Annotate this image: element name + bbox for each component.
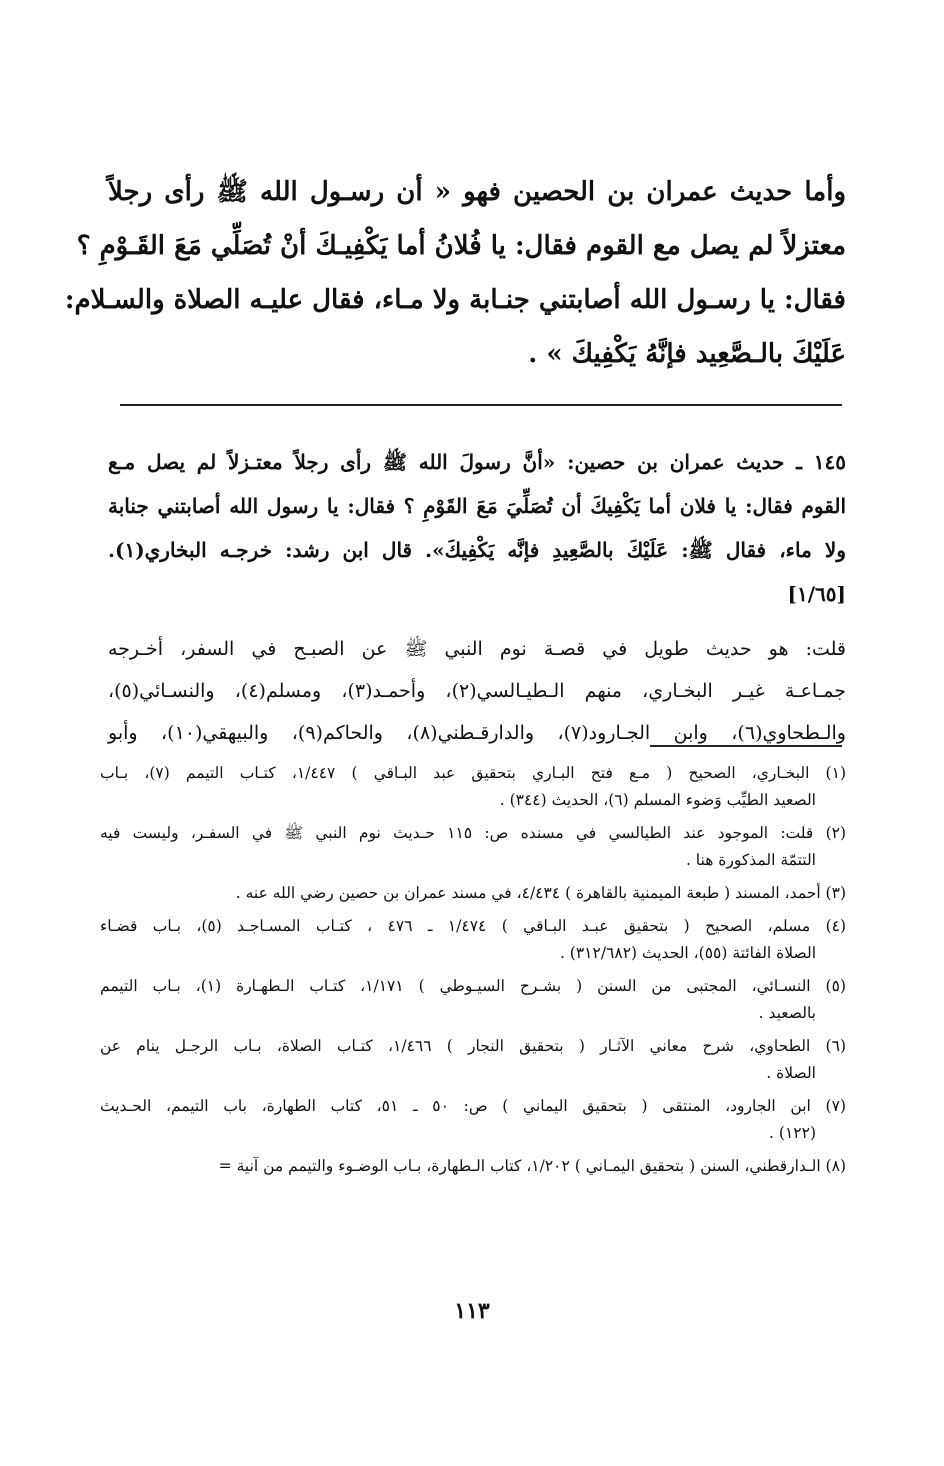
main-text-line: وأما حديث عمران بن الحصين فهو « أن رسـول الله ﷺ رأى رجلاً <box>108 177 846 207</box>
footnote-6 <box>100 1033 846 1087</box>
volume-page-reference: [١/٦٥] <box>787 582 846 606</box>
main-text-line: معتزلاً لم يصل مع القوم فقال: يا فُلانُ أما يَكْفِيـكَ أنْ تُصَلِّي مَعَ القَـوْمِ ؟ <box>76 231 846 261</box>
footnote-2 <box>100 820 846 874</box>
footnote-line: الصلاة الفائتة (٥٥)، الحديث (٣١٢/٦٨٢) . <box>559 944 816 962</box>
footnote-3 <box>100 880 846 907</box>
footnote-4 <box>100 913 846 967</box>
main-text-line: عَلَيْكَ بالـصَّعِيد فإنَّهُ يَكْفِيكَ » . <box>528 339 846 369</box>
main-text-line: فقال: يا رسـول الله أصابتني جنـابة ولا مـاء، فقال عليـه الصلاة والسـلام: <box>64 285 846 315</box>
note-line: قلت: هو حديث طويل في قصـة نوم النبي ﷺ عن الصبـح في السفر، أخـرجه <box>108 638 846 660</box>
footnote-line: (٢) قلت: الموجود عند الطيالسي في مسنده ص: ١١٥ حـديث نوم النبي ﷺ في السفـر، وليست فيه <box>100 824 847 842</box>
note-line: جمـاعـة غيـر البخـاري، منهم الـطيـالسي(٢)، وأحمـد(٣)، ومسلم(٤)، والنسـائي(٥)، <box>108 680 847 702</box>
footnote-line: (٨) الـدارقطني، السنن ( بتحقيق اليمـاني ) ١/٢٠٢، كتاب الـطهارة، بـاب الوضـوء والتيمم من آنية = <box>218 1157 846 1175</box>
footnote-line: (٦) الطحاوي، شرح معاني الآثـار ( بتحقيق النجار ) ١/٤٦٦، كتـاب الصلاة، بـاب الرجـل ينام عن <box>100 1037 846 1055</box>
footnotes-block <box>100 760 846 1186</box>
footnote-divider <box>650 745 842 747</box>
footnote-line: الصعيد الطيِّب وَضوء المسلم (٦)، الحديث (٣٤٤) . <box>499 791 816 809</box>
footnote-7 <box>100 1093 846 1147</box>
footnote-line: (١٢٢) . <box>769 1124 816 1142</box>
footnote-8 <box>100 1153 846 1180</box>
author-note-block <box>108 628 846 754</box>
commentary-line: ولا ماء، فقال ﷺ: عَلَيْكَ بالصَّعِيدِ فإنَّه يَكْفِيكَ». قال ابن رشد: خرجـه البخاري(١). <box>108 538 846 562</box>
commentary-block <box>108 440 846 616</box>
footnote-line: (٧) ابن الجارود، المنتقى ( بتحقيق اليماني ) ص: ٥٠ ـ ٥١، كتاب الطهارة، باب التيمم، الحـديث <box>100 1097 846 1115</box>
footnote-line: (٣) أحمد، المسند ( طبعة الميمنية بالقاهرة ) ٤/٤٣٤، في مسند عمران بن حصين رضي الله عنه . <box>235 884 846 902</box>
commentary-line: القوم فقال: يا فلان أما يَكْفِيكَ أن تُصَلِّيَ مَعَ القَوْمِ ؟ فقال: يا رسول الله أصابتني جنابة <box>108 494 846 518</box>
section-divider <box>120 404 842 406</box>
footnote-line: (١) البخـاري، الصحيح ( مـع فتح البـاري بتحقيق عبد البـاقي ) ١/٤٤٧، كتـاب التيمم (٧)، بـاب <box>100 764 846 782</box>
footnote-line: الصلاة . <box>766 1064 816 1082</box>
footnote-1 <box>100 760 846 814</box>
footnote-line: (٥) النسـائي، المجتبى من السنن ( بشـرح السيـوطي ) ١/١٧١، كتـاب الـطهـارة (١)، بـاب التيمم <box>100 977 846 995</box>
note-line: والـطحاوي(٦)، وابن الجـارود(٧)، والدارقـطني(٨)، والحاكم(٩)، والبيهقي(١٠)، وأبو <box>108 722 846 744</box>
footnote-line: التتمّة المذكورة هنا . <box>685 851 816 869</box>
page-number: ١١٣ <box>454 1298 490 1324</box>
commentary-line: ١٤٥ ـ حديث عمران بن حصين: «أنَّ رسولَ الله ﷺ رأى رجلاً معتـزلاً لم يصل مـع <box>108 450 846 474</box>
footnote-5 <box>100 973 846 1027</box>
footnote-line: بالصعيد . <box>758 1004 816 1022</box>
main-text-block <box>64 165 846 381</box>
footnote-line: (٤) مسلم، الصحيح ( بتحقيق عبـد البـاقي ) ١/٤٧٤ ـ ٤٧٦ ، كتـاب المسـاجـد (٥)، بـاب قضـاء <box>100 917 847 935</box>
